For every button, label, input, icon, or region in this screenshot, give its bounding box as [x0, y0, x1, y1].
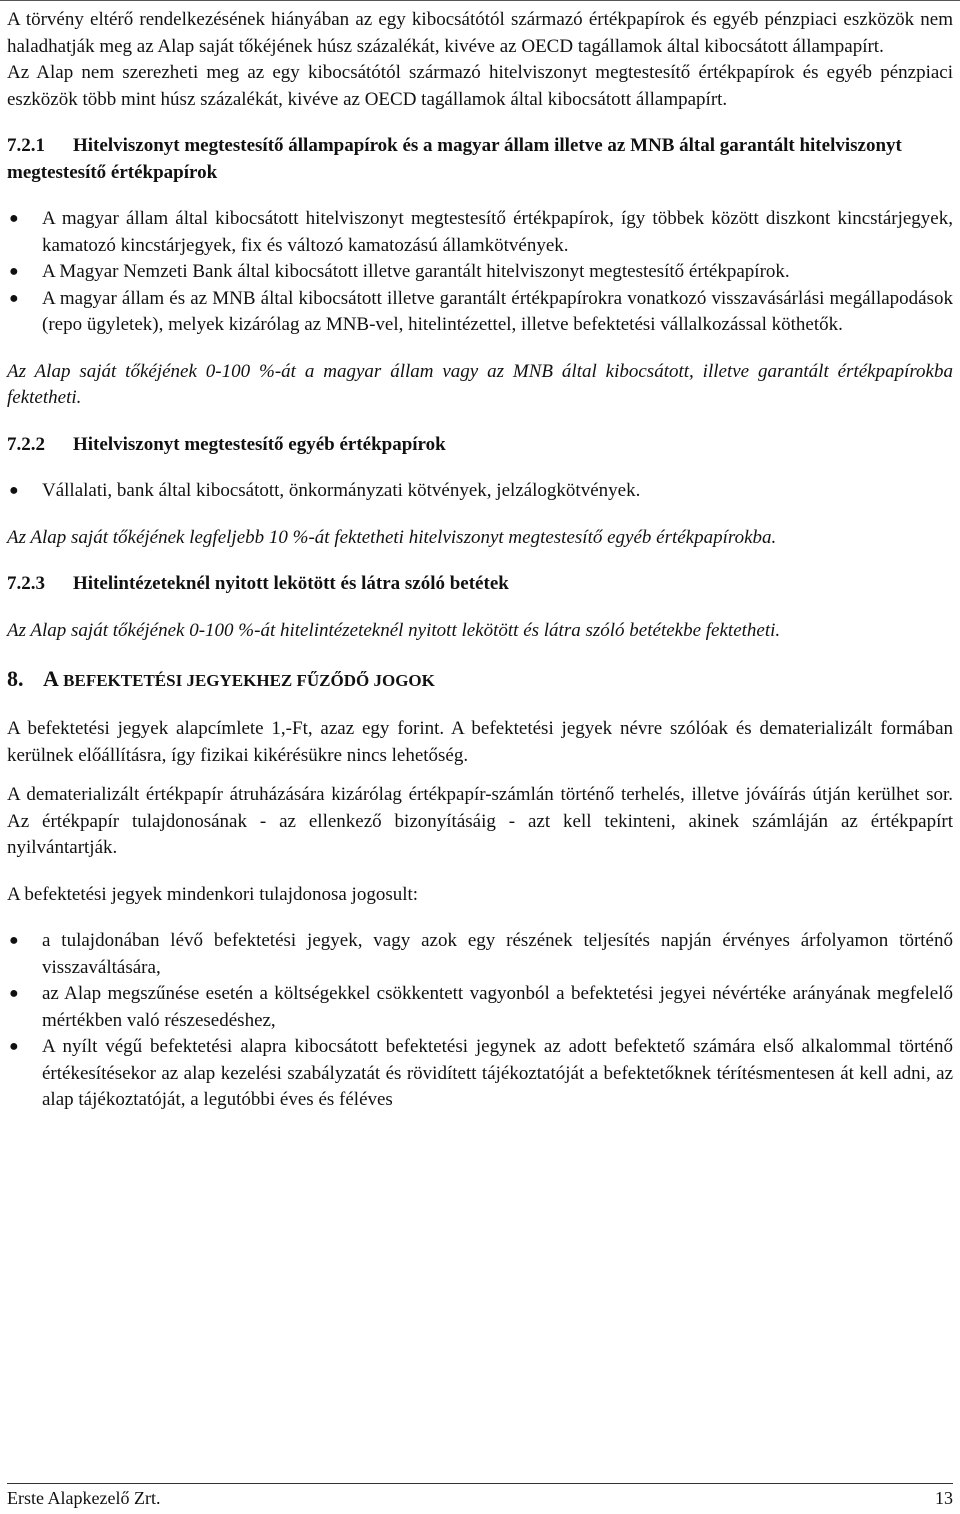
list-item: ● A Magyar Nemzeti Bank által kibocsátott illetve garantált hitelviszonyt megtestesítő értékpapírok. [7, 259, 953, 286]
page-footer [7, 1483, 953, 1510]
heading-7-2-3 [7, 571, 953, 598]
bullet-icon: ● [9, 1038, 19, 1055]
list-item: ● az Alap megszűnése esetén a költségekkel csökkentett vagyonból a befektetési jegyei névértéke arányának megfelelő mértékben való részesedéshez, [9, 983, 953, 1031]
bullet-icon: ● [9, 210, 19, 227]
paragraph-entitled: A befektetési jegyek mindenkori tulajdonosa jogosult: [7, 883, 419, 905]
bullet-icon: ● [9, 289, 19, 307]
bullet-list-7-2-1 [7, 206, 953, 339]
heading-title-rest: BEFEKTETÉSI JEGYEKHEZ FŰZŐDŐ JOGOK [58, 671, 435, 690]
paragraph-transfer: A dematerializált értékpapír átruházására kizárólag értékpapír-számlán történő terhelés, illetve jóváírás útján kerülhet sor. Az értékpapír tulajdonosának - az ellenkező bizonyításáig - azt kell tekinteni, akinek számláján az értékpapírt nyilvántartják. [7, 784, 953, 858]
list-item: ● a tulajdonában lévő befektetési jegyek, vagy azok egy részének teljesítés napján érvényes árfolyamon történő visszaváltására, [9, 930, 953, 978]
heading-number: 8. [7, 666, 24, 691]
list-item: ● Vállalati, bank által kibocsátott, önkormányzati kötvények, jelzálogkötvények. [7, 478, 953, 505]
list-item: ● A magyar állam által kibocsátott hitelviszonyt megtestesítő értékpapírok, így többek között diszkont kincstárjegyek, kamatozó kincstárjegyek, fix és változó kamatozású államkötvények. [9, 208, 953, 256]
list-item: ● A nyílt végű befektetési alapra kibocsátott befektetési jegynek az adott befektető számára első alkalommal történő értékesítésekor az alap kezelési szabályzatát és rövidített tájékoztatóját a befektetőknek térítésmentesen át kell adni, az alap tájékoztatóját, a legutóbbi éves és féléves [9, 1036, 953, 1110]
heading-number: 7.2.3 [7, 573, 45, 594]
note-7-2-3: Az Alap saját tőkéjének 0-100 %-át hitelintézeteknél nyitott lekötött és látra szóló betétekbe fektetheti. [7, 619, 781, 641]
heading-title: Hitelviszonyt megtestesítő egyéb értékpapírok [73, 433, 446, 455]
heading-title: Hitelviszonyt megtestesítő állampapírok és a magyar állam illetve az MNB által garantált hitelviszonyt megtestesítő értékpapírok [7, 135, 902, 183]
note-7-2-1: Az Alap saját tőkéjének 0-100 %-át a magyar állam vagy az MNB által kibocsátott, illetve garantált értékpapírokba fektetheti. [7, 360, 953, 408]
paragraph-issuer-limit: A törvény eltérő rendelkezésének hiányában az egy kibocsátótól származó értékpapírok és egyéb pénzpiaci eszközök nem haladhatják meg az Alap saját tőkéjének húsz százalékát, kivéve az OECD tagállamok által kibocsátott állampapírt. [7, 9, 953, 57]
heading-number: 7.2.1 [7, 135, 45, 156]
paragraph-debt-limit: Az Alap nem szerezheti meg az egy kibocsátótól származó hitelviszonyt megtestesítő értékpapírok és egyéb pénzpiaci eszközök több mint húsz százalékát, kivéve az OECD tagállamok által kibocsátott állampapírt. [7, 62, 953, 110]
note-7-2-2: Az Alap saját tőkéjének legfeljebb 10 %-át fektetheti hitelviszonyt megtestesítő egyéb értékpapírokba. [7, 526, 777, 548]
heading-title-initial: A [43, 666, 59, 691]
list-item: ● A magyar állam és az MNB által kibocsátott illetve garantált értékpapírokra vonatkozó visszavásárlási megállapodások (repo ügyletek), melyek kizárólag az MNB-vel, hitelintézettel, illetve befektetési vállalkozással köthetők. [9, 287, 953, 335]
bullet-list-rights [7, 928, 953, 1114]
document-body [7, 7, 953, 1114]
heading-7-2-1 [7, 133, 953, 186]
heading-number: 7.2.2 [7, 433, 45, 455]
paragraph-denomination: A befektetési jegyek alapcímlete 1,-Ft, azaz egy forint. A befektetési jegyek névre szólóak és dematerializált formában kerülnek előállításra, így fizikai kikérésükre nincs lehetőség. [7, 718, 953, 766]
heading-8 [7, 664, 953, 696]
bullet-icon: ● [9, 263, 19, 280]
footer-company: Erste Alapkezelő Zrt. [7, 1488, 161, 1508]
bullet-icon: ● [9, 932, 19, 949]
bullet-icon: ● [9, 985, 19, 1002]
heading-7-2-2 [7, 432, 953, 459]
bullet-icon: ● [9, 482, 19, 499]
heading-title: Hitelintézeteknél nyitott lekötött és látra szóló betétek [73, 573, 509, 594]
page-number: 13 [935, 1488, 953, 1508]
bullet-list-7-2-2 [7, 478, 953, 505]
